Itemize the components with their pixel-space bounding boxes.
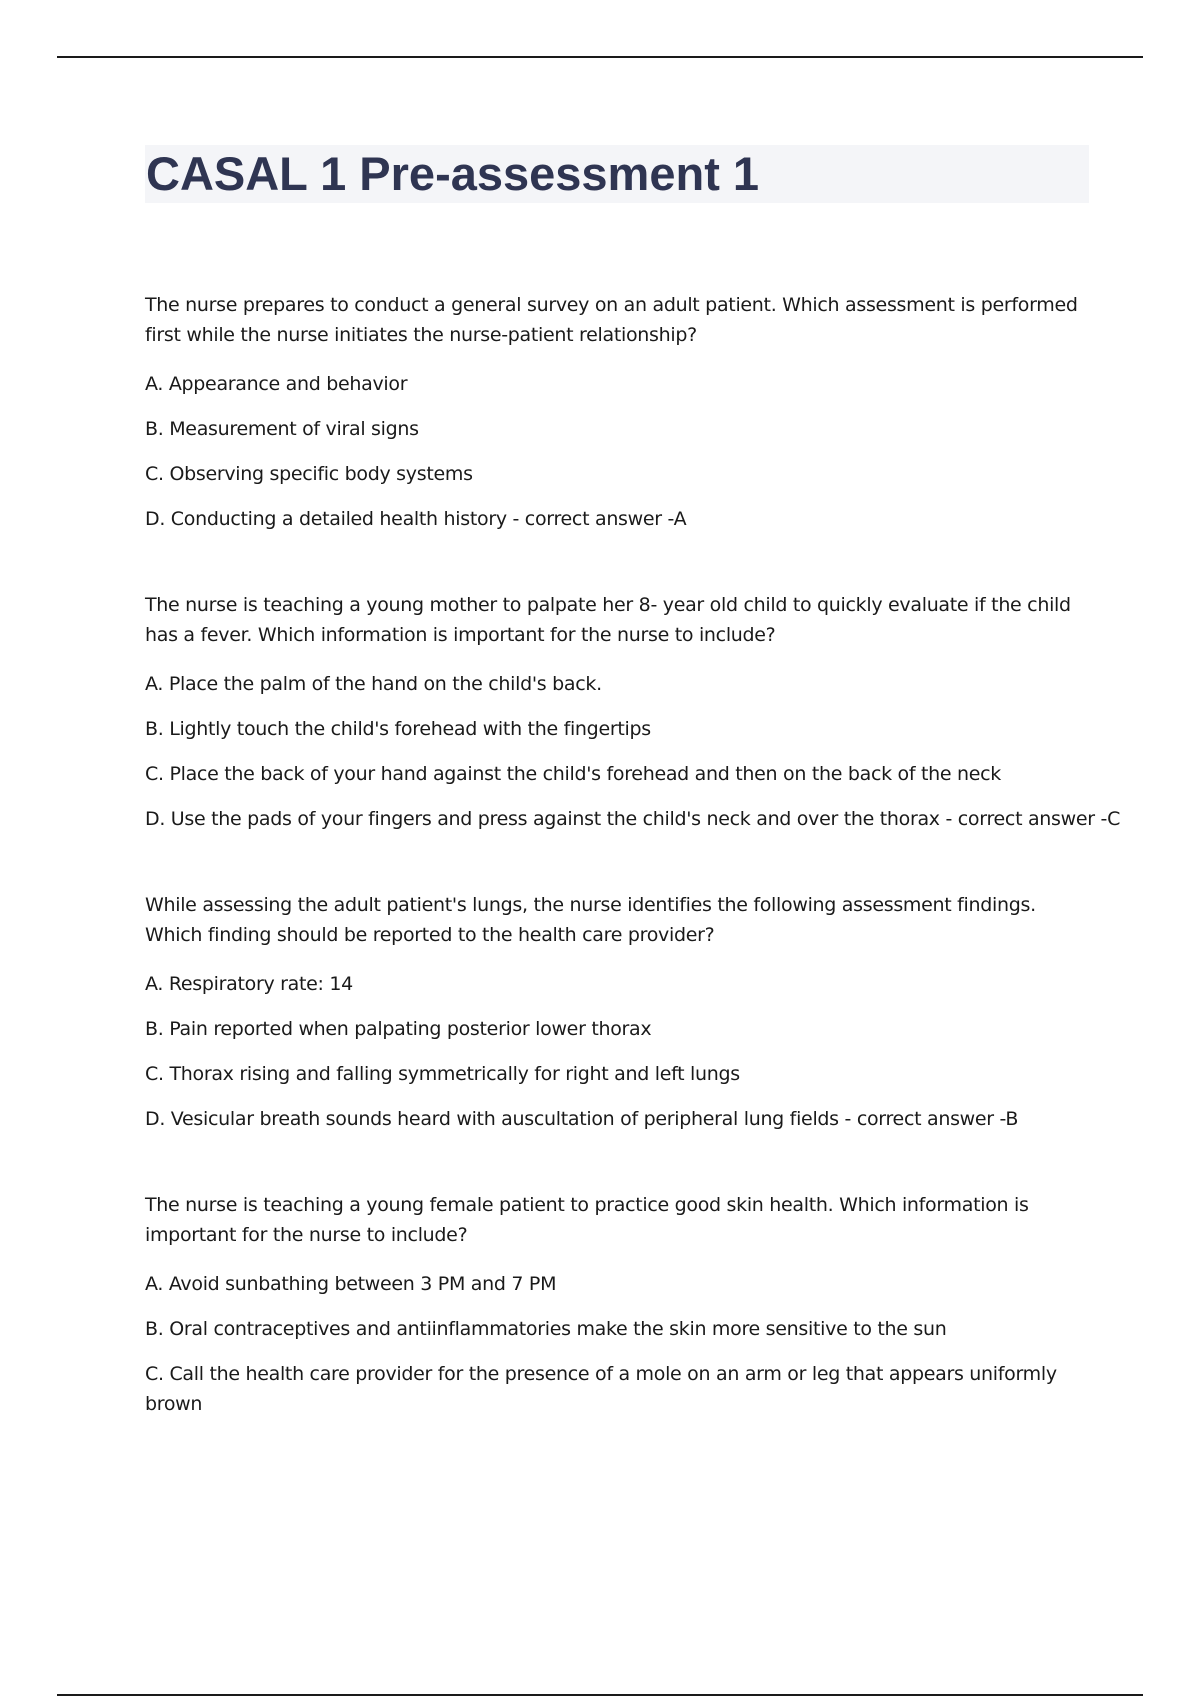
answer-option-d: D. Conducting a detailed health history - correct answer -A	[145, 508, 687, 530]
answer-option-c: C. Call the health care provider for the presence of a mole on an arm or leg that appears uniformly brown	[145, 1363, 1057, 1415]
answer-option-a: A. Respiratory rate: 14	[145, 973, 353, 995]
answer-option-c: C. Thorax rising and falling symmetrically for right and left lungs	[145, 1063, 740, 1085]
answer-option-b: B. Lightly touch the child's forehead with the fingertips	[145, 718, 651, 740]
question-4	[145, 1190, 1085, 1419]
question-text: The nurse prepares to conduct a general survey on an adult patient. Which assessment is performed first while the nurse initiates the nurse-patient relationship?	[145, 294, 1078, 346]
answer-option-a: A. Avoid sunbathing between 3 PM and 7 PM	[145, 1273, 557, 1295]
question-text: The nurse is teaching a young female patient to practice good skin health. Which information is important for the nurse to include?	[145, 1194, 1029, 1246]
page-title: CASAL 1 Pre-assessment 1	[146, 147, 760, 200]
question-list	[145, 290, 1121, 1467]
answer-option-c: C. Observing specific body systems	[145, 463, 473, 485]
answer-option-b: B. Oral contraceptives and antiinflammatories make the skin more sensitive to the sun	[145, 1318, 947, 1340]
answer-option-d: D. Vesicular breath sounds heard with auscultation of peripheral lung fields - correct answer -B	[145, 1108, 1019, 1130]
answer-option-c: C. Place the back of your hand against the child's forehead and then on the back of the neck	[145, 763, 1001, 785]
answer-option-a: A. Appearance and behavior	[145, 373, 408, 395]
question-text: While assessing the adult patient's lungs, the nurse identifies the following assessment findings. Which finding should be reported to the health care provider?	[145, 894, 1036, 946]
answer-option-a: A. Place the palm of the hand on the child's back.	[145, 673, 602, 695]
question-2	[145, 590, 1121, 842]
question-3	[145, 890, 1085, 1142]
question-text: The nurse is teaching a young mother to palpate her 8- year old child to quickly evaluate if the child has a fever. Which information is important for the nurse to include?	[145, 594, 1071, 646]
answer-option-b: B. Pain reported when palpating posterior lower thorax	[145, 1018, 652, 1040]
answer-option-d: D. Use the pads of your fingers and press against the child's neck and over the thorax - correct answer -C	[145, 808, 1121, 830]
question-1	[145, 290, 1085, 542]
answer-option-b: B. Measurement of viral signs	[145, 418, 419, 440]
header-rule	[57, 56, 1143, 58]
footer-rule	[57, 1694, 1143, 1696]
